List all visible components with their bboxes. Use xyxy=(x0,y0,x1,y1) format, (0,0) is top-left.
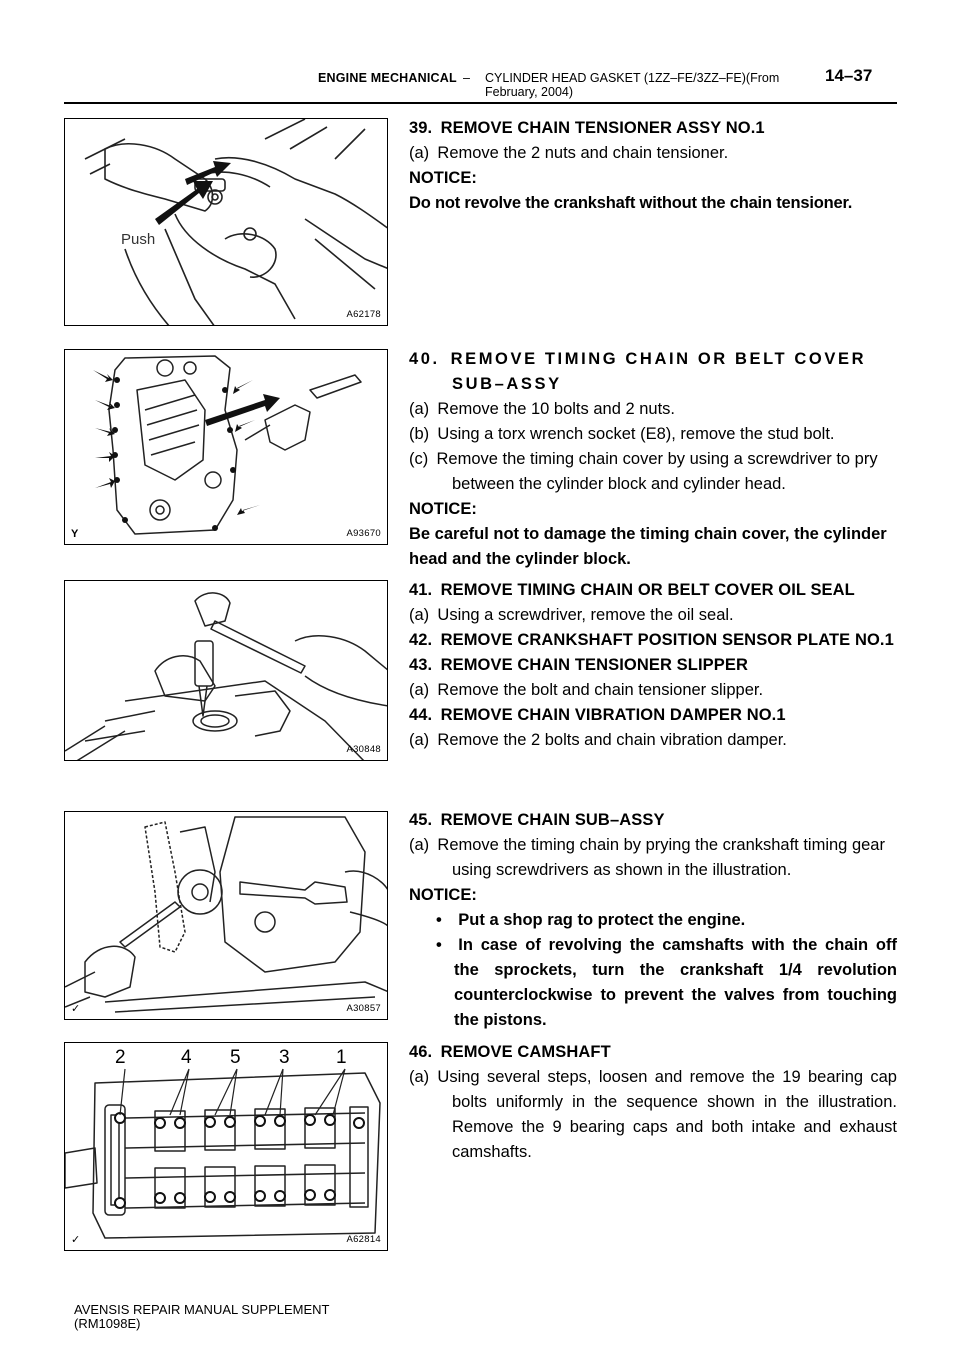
header-dash: – xyxy=(463,71,470,85)
figure-code: A62178 xyxy=(346,309,381,320)
footer xyxy=(74,1303,330,1331)
figure-mark: ✓ xyxy=(71,1234,81,1246)
notice-label: NOTICE: xyxy=(409,500,477,518)
substep: (a) Remove the 2 bolts and chain vibration damper. xyxy=(409,731,787,749)
engine-cover-illustration xyxy=(65,350,388,545)
step-39 xyxy=(409,116,897,216)
bullet-icon: • xyxy=(436,936,442,954)
hammer-oil-seal-illustration xyxy=(65,581,388,761)
step-title: 42. REMOVE CRANKSHAFT POSITION SENSOR PLATE NO.1 xyxy=(409,631,894,649)
notice-bullet: • Put a shop rag to protect the engine. xyxy=(436,911,746,929)
step-40 xyxy=(409,347,897,572)
step-title: 41. REMOVE TIMING CHAIN OR BELT COVER OIL SEAL xyxy=(409,581,855,599)
substep: (c) Remove the timing chain cover by using a screwdriver to pry between the cylinder block and cylinder head. xyxy=(409,450,878,493)
sequence-number: 3 xyxy=(279,1047,290,1068)
sequence-number: 2 xyxy=(115,1047,126,1068)
figure-chain-tensioner xyxy=(64,118,388,326)
notice-text: Do not revolve the crankshaft without the chain tensioner. xyxy=(409,194,853,212)
figure-mark: Y xyxy=(71,528,79,540)
figure-timing-chain-cover xyxy=(64,349,388,545)
substep: (a) Using a screwdriver, remove the oil seal. xyxy=(409,606,734,624)
substep: (a) Remove the bolt and chain tensioner slipper. xyxy=(409,681,764,699)
footer-manual-title: AVENSIS REPAIR MANUAL SUPPLEMENT xyxy=(74,1302,330,1317)
step-title: 46. REMOVE CAMSHAFT xyxy=(409,1043,611,1061)
sequence-number: 1 xyxy=(336,1047,347,1068)
notice-label: NOTICE: xyxy=(409,169,477,187)
substep: (a) Remove the timing chain by prying the crankshaft timing gear using screwdrivers as shown in the illustration. xyxy=(409,836,885,879)
header-title: CYLINDER HEAD GASKET (1ZZ–FE/3ZZ–FE)(From February, 2004) xyxy=(485,71,780,99)
figure-code: A93670 xyxy=(346,528,381,539)
page-number: 14–37 xyxy=(825,66,873,85)
substep: (b) Using a torx wrench socket (E8), remove the stud bolt. xyxy=(409,425,835,443)
push-label: Push xyxy=(121,231,156,248)
figure-code: A30857 xyxy=(346,1003,381,1014)
figure-mark: ✓ xyxy=(71,1003,81,1015)
chain-screwdrivers-illustration xyxy=(65,812,388,1020)
notice-text: Be careful not to damage the timing chain cover, the cylinder head and the cylinder block. xyxy=(409,525,887,568)
step-45 xyxy=(409,808,897,1033)
figure-oil-seal xyxy=(64,580,388,761)
bearing-cap-sequence xyxy=(113,1047,363,1069)
bullet-icon: • xyxy=(436,911,442,929)
figure-camshaft-caps xyxy=(64,1042,388,1251)
step-title: 43. REMOVE CHAIN TENSIONER SLIPPER xyxy=(409,656,748,674)
step-46 xyxy=(409,1040,897,1165)
substep: (a) Remove the 10 bolts and 2 nuts. xyxy=(409,400,675,418)
sequence-number: 5 xyxy=(230,1047,241,1068)
header-rule xyxy=(64,102,897,104)
step-title: 44. REMOVE CHAIN VIBRATION DAMPER NO.1 xyxy=(409,706,786,724)
figure-chain-removal xyxy=(64,811,388,1020)
figure-code: A30848 xyxy=(346,744,381,755)
figure-code: A62814 xyxy=(346,1234,381,1245)
substep: (a) Remove the 2 nuts and chain tensioner. xyxy=(409,144,729,162)
steps-41-44 xyxy=(409,578,897,753)
footer-manual-code: (RM1098E) xyxy=(74,1316,141,1331)
sequence-number: 4 xyxy=(181,1047,192,1068)
notice-bullet: • In case of revolving the camshafts with the chain off the sprockets, turn the crankshaft 1/4 revolution counterclockwise to prevent the valves from touching the pistons. xyxy=(436,936,897,1029)
notice-label: NOTICE: xyxy=(409,886,477,904)
step-title: 45. REMOVE CHAIN SUB–ASSY xyxy=(409,811,665,829)
cylinder-head-illustration xyxy=(65,1043,388,1251)
step-title: 39. REMOVE CHAIN TENSIONER ASSY NO.1 xyxy=(409,119,765,137)
hands-tensioner-illustration xyxy=(65,119,388,326)
header-section: ENGINE MECHANICAL xyxy=(318,71,457,85)
substep: (a) Using several steps, loosen and remove the 19 bearing cap bolts uniformly in the sequence shown in the illustration. Remove the 9 bearing caps and both intake and exhaust camshafts. xyxy=(409,1068,897,1161)
step-title: 40. REMOVE TIMING CHAIN OR BELT COVER SUB–ASSY xyxy=(409,350,867,393)
